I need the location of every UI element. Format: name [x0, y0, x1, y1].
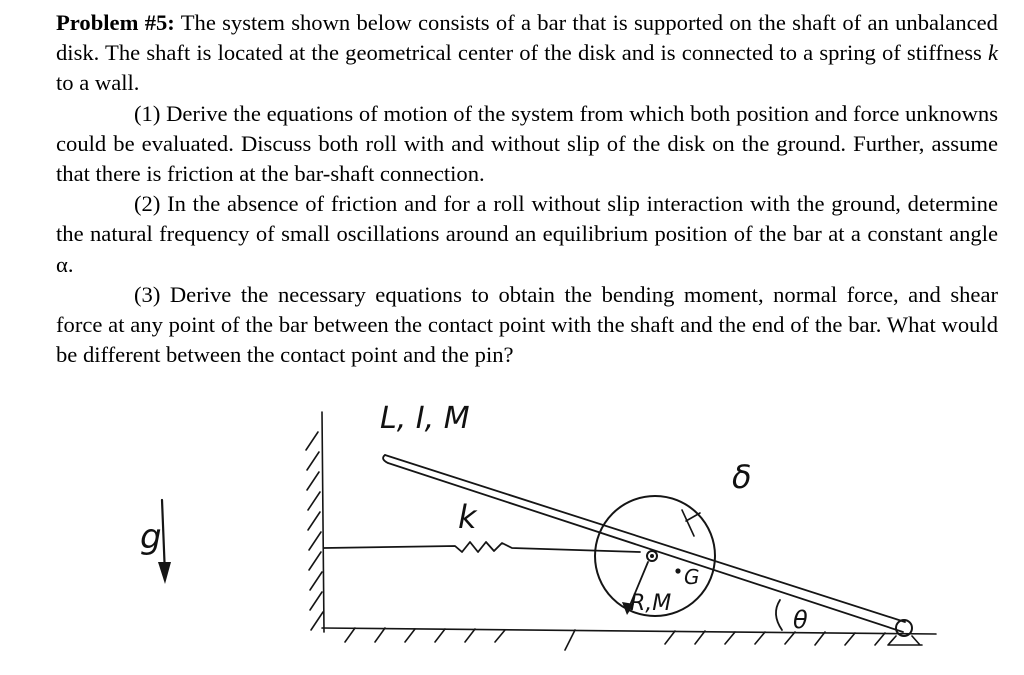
wall	[306, 412, 324, 632]
intro-text-2: to a wall.	[56, 70, 140, 96]
delta-label: δ	[732, 458, 752, 496]
problem-text	[56, 8, 998, 370]
part-2: (2) In the absence of friction and for a roll without slip interaction with the ground, determine the natural frequency of small oscillations around an equilibrium position of the bar at a constant angle α.	[56, 191, 998, 277]
spring-label: k	[458, 498, 477, 536]
stiffness-symbol: k	[987, 40, 998, 66]
problem-label: Problem #5:	[56, 10, 175, 35]
system-sketch	[0, 395, 1024, 675]
spring	[324, 542, 640, 552]
problem-intro	[56, 8, 998, 99]
pin	[888, 620, 922, 645]
intro-text-1: The system shown below consists of a bar that is supported on the shaft of an unbalanced disk. The shaft is located at the geometrical center of the disk and is connected to a spring of stiffness	[56, 10, 998, 66]
part-3: (3) Derive the necessary equations to obtain the bending moment, normal force, and shear force at any point of the bar between the contact point with the shaft and the end of the bar. What would be different between the contact point and the pin?	[56, 281, 998, 368]
bar-label: L, I, M	[380, 401, 470, 436]
disk-label: R,M	[630, 591, 672, 616]
angle-label: θ	[793, 606, 808, 634]
angle-mark	[776, 600, 782, 630]
center-label: G	[684, 565, 700, 589]
ground	[322, 628, 936, 650]
part-1: (1) Derive the equations of motion of the system from which both position and force unknowns could be evaluated. Discuss both roll with and without slip of the disk on the ground. Further, assume that there is friction at the bar-shaft connection.	[56, 100, 998, 187]
gravity-label: g	[140, 517, 162, 557]
